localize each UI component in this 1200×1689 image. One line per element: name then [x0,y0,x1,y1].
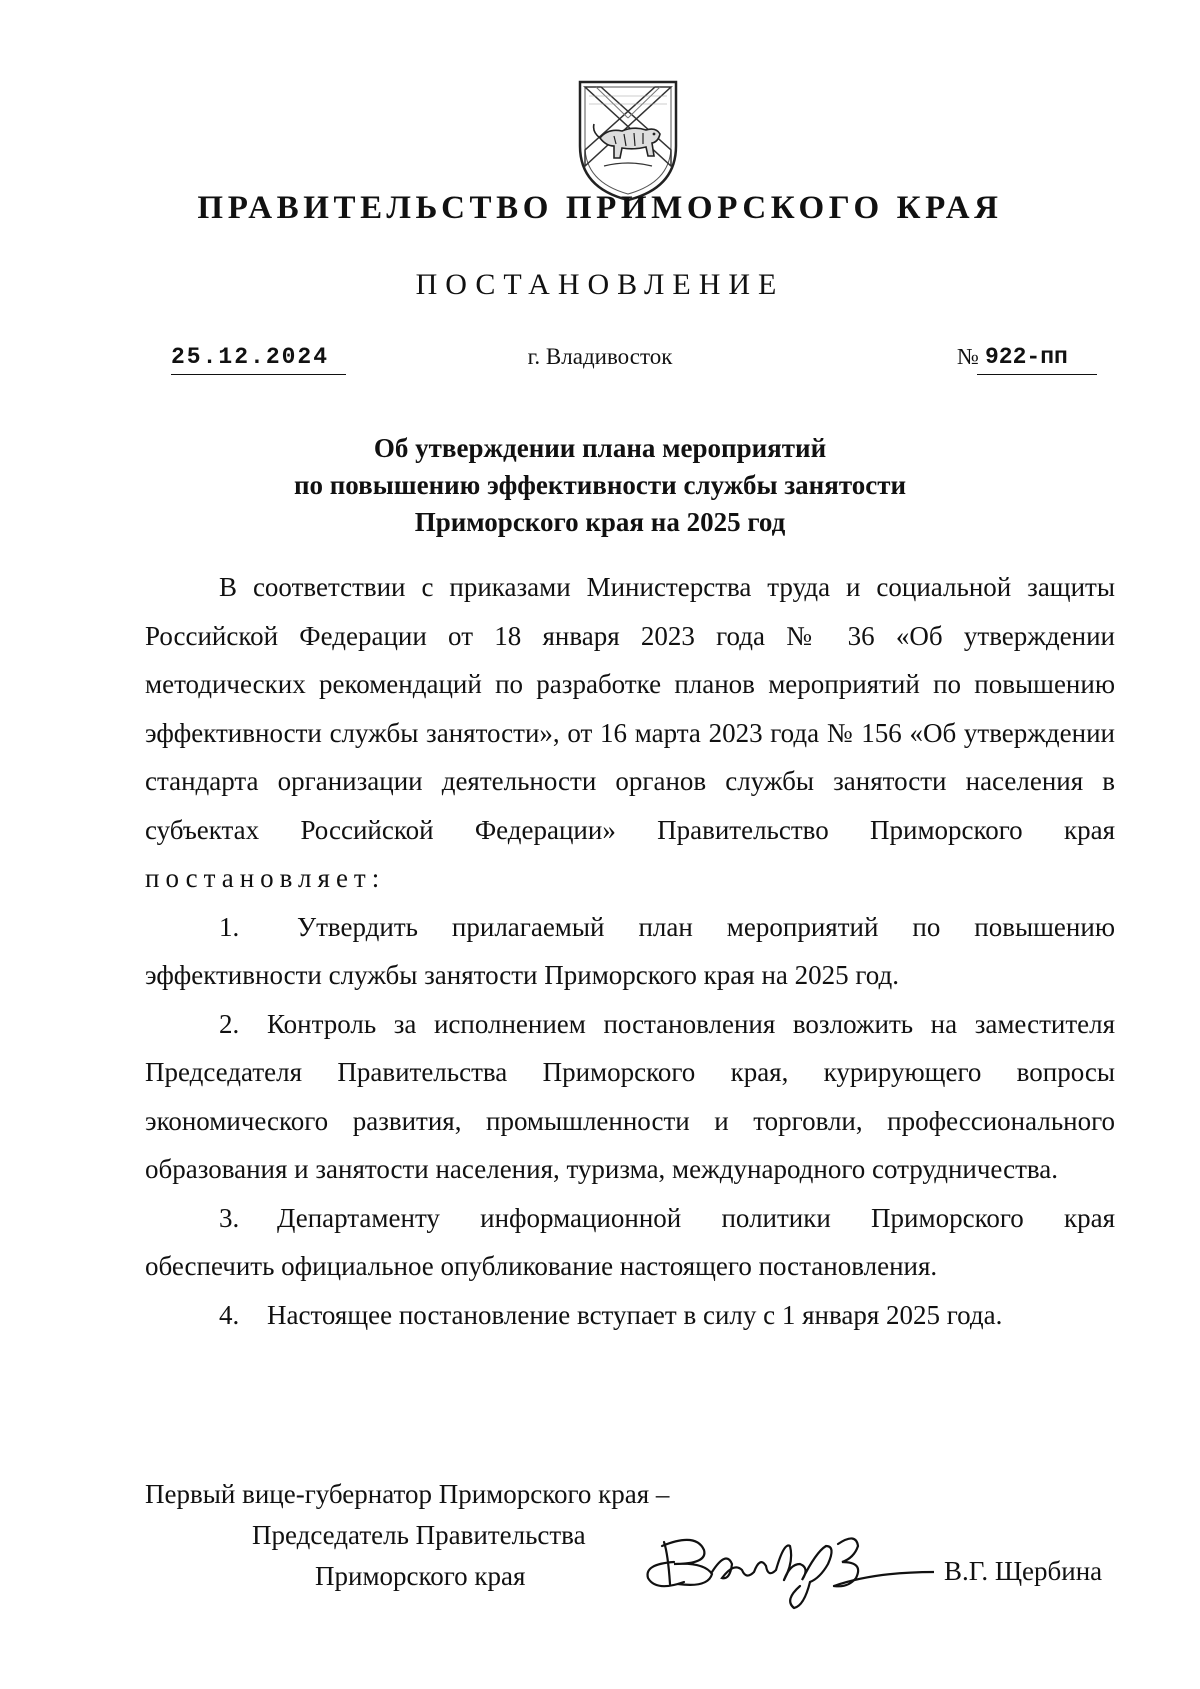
item-text: Департаменту информационной политики Приморского края обеспечить официальное опубликование настоящего постановления. [145,1202,1115,1281]
preamble-paragraph [145,563,1115,903]
document-title [0,430,1200,541]
resolves-word: постановляет: [145,863,386,893]
item-text: Утвердить прилагаемый план мероприятий по повышению эффективности службы занятости Приморского края на 2025 год. [145,911,1115,990]
document-city: г. Владивосток [527,344,673,369]
item-number: 3. [219,1202,240,1233]
item-number: 4. [219,1299,240,1330]
date-underline [171,374,346,375]
number-underline [977,374,1097,375]
document-date: 25.12.2024 [171,344,330,370]
list-item [145,1291,1115,1340]
item-text: Контроль за исполнением постановления возложить на заместителя Председателя Правительства Приморского края, курирующего вопросы экономического развития, промышленности и торговли, профессионального образования и занятости населения, туризма, международного сотрудничества. [145,1008,1115,1184]
document-number: 922-пп [985,344,1068,370]
coat-of-arms-icon [574,76,682,204]
preamble-text: В соответствии с приказами Министерства труда и социальной защиты Российской Федерации от 18 января 2023 года № 36 «Об утверждении методических рекомендаций по разработке планов мероприятий по повышению эффективности службы занятости», от 16 марта 2023 года № 156 «Об утверждении стандарта организации деятельности органов службы занятости населения в субъектах Российской Федерации» Правительство Приморского края [145,572,1115,845]
title-line-3: Приморского края на 2025 год [414,507,786,537]
list-item [145,1000,1115,1194]
number-sign: № [957,344,979,369]
item-text: Настоящее постановление вступает в силу с 1 января 2025 года. [267,1299,1003,1330]
signer-position-line-2: Председатель Правительства [252,1520,586,1550]
organization-heading: ПРАВИТЕЛЬСТВО ПРИМОРСКОГО КРАЯ [197,190,1003,226]
document-body [145,563,1115,1339]
document-type-heading: ПОСТАНОВЛЕНИЕ [415,268,785,301]
handwritten-signature [634,1502,934,1612]
signature-block [145,1474,669,1597]
signer-name: В.Г. Щербина [944,1556,1103,1586]
signer-position-line-1: Первый вице-губернатор Приморского края – [145,1479,670,1509]
item-number: 1. [219,911,240,942]
list-item [145,1194,1115,1291]
signer-position-line-3: Приморского края [315,1561,526,1591]
title-line-2: по повышению эффективности службы занятости [293,470,907,500]
list-item [145,903,1115,1000]
item-number: 2. [219,1008,240,1039]
title-line-1: Об утверждении плана мероприятий [373,433,827,463]
